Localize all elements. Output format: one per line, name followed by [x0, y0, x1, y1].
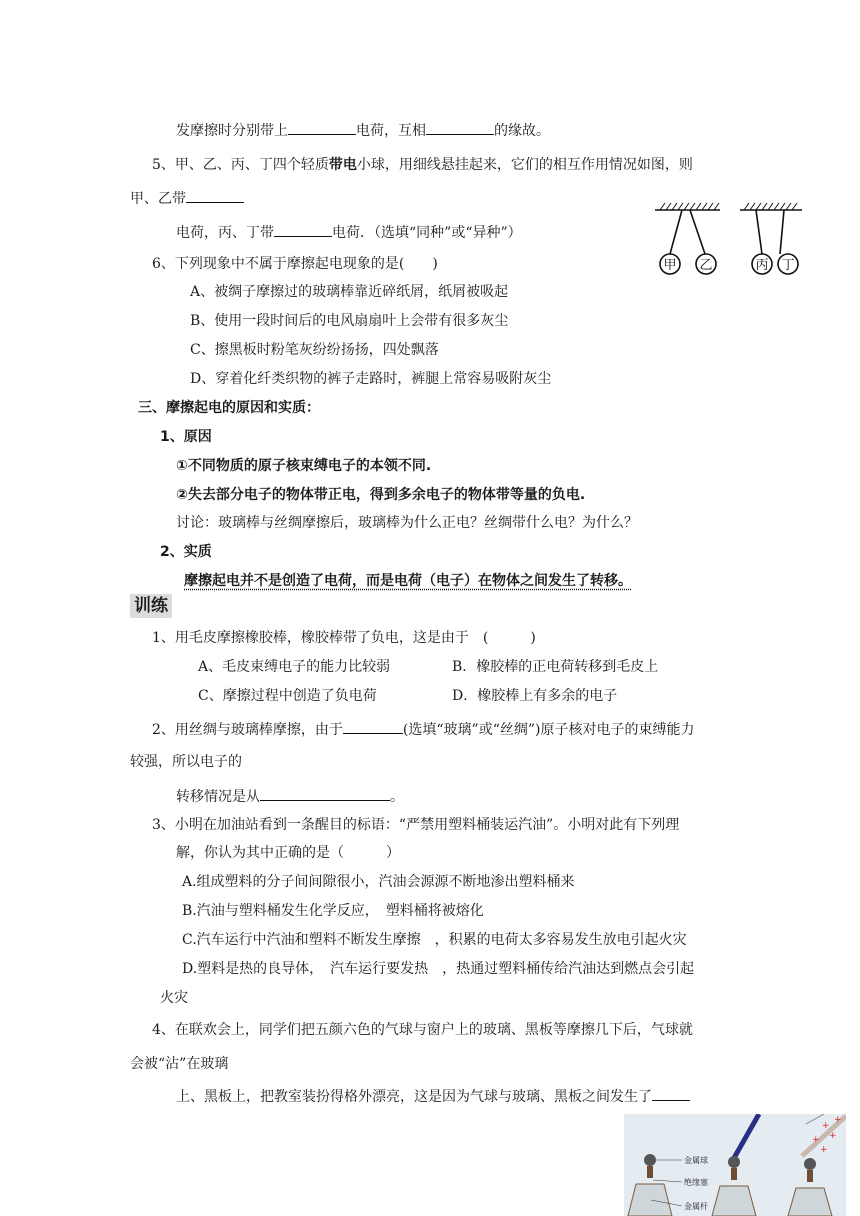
training-4-line3: 上、黑板上，把教室装扮得格外漂亮，这是因为气球与玻璃、黑板之间发生了: [176, 1086, 690, 1107]
ball-yi-label: 乙: [699, 258, 713, 273]
training-3-option-d-cont: 火灾: [160, 990, 188, 1006]
question-5-stem: 5、甲、乙、丙、丁四个轻质带电小球，用细线悬挂起来，它们的相互作用情况如图，则: [152, 157, 693, 173]
training-3-option-d: D.塑料是热的良导体， 汽车运行要发热 ，热通过塑料桶传给汽油达到燃点会引起: [182, 961, 695, 977]
training-1-option-a: A、毛皮束缚电子的能力比较弱: [198, 659, 391, 675]
ball-ding-label: 丁: [781, 258, 795, 273]
question-5-line2: 甲、乙带: [130, 188, 244, 209]
answer-blank[interactable]: [343, 719, 403, 734]
answer-blank[interactable]: [288, 120, 356, 135]
training-4-line1: 4、在联欢会上，同学们把五颜六色的气球与窗户上的玻璃、黑板等摩擦几下后，气球就: [152, 1022, 693, 1038]
svg-text:+: +: [834, 1115, 842, 1125]
section-3-heading: 三、摩擦起电的原因和实质：: [138, 400, 320, 416]
cause-title: 1、原因: [160, 429, 212, 445]
ball-bing-label: 丙: [755, 258, 769, 273]
answer-blank[interactable]: [426, 120, 494, 135]
training-2-line2: 较强，所以电子的: [130, 754, 242, 770]
training-2-line1: 2、用丝绸与玻璃棒摩擦，由于 (选填“玻璃”或“丝绸”)原子核对电子的束缚能力: [152, 719, 694, 740]
label-metal-ball: 金属球: [684, 1156, 708, 1165]
electroscope-photo: [624, 1114, 846, 1216]
answer-blank[interactable]: [260, 786, 390, 801]
answer-blank[interactable]: [274, 222, 332, 237]
training-3-option-b: B.汽油与塑料桶发生化学反应， 塑料桶将被熔化: [182, 903, 484, 919]
training-badge: 训练: [130, 594, 172, 618]
training-2-line3: 转移情况是从 。: [176, 786, 404, 807]
question-6-option-d: D、穿着化纤类织物的裤子走路时，裤腿上常容易吸附灰尘: [190, 371, 552, 387]
training-3-option-a: A.组成塑料的分子间间隙很小，汽油会源源不断地渗出塑料桶来: [182, 874, 575, 890]
training-3-option-c: C.汽车运行中汽油和塑料不断发生摩擦 ，积累的电荷太多容易发生放电引起火灾: [182, 932, 687, 948]
ball-jia-label: 甲: [663, 258, 677, 273]
training-1-option-c: C、摩擦过程中创造了负电荷: [198, 688, 377, 704]
answer-blank[interactable]: [186, 188, 244, 203]
cause-1: ①不同物质的原子核束缚电子的本领不同.: [176, 458, 432, 474]
svg-text:+: +: [829, 1131, 837, 1141]
question-5-line3: 电荷，丙、丁带 电荷．（选填“同种”或“异种”）: [176, 222, 522, 243]
training-4-line2: 会被“沾”在玻璃: [130, 1056, 229, 1072]
question-6-option-b: B、使用一段时间后的电风扇扇叶上会带有很多灰尘: [190, 313, 509, 329]
label-insulating-stopper: 绝缘塞: [684, 1178, 708, 1187]
svg-text:+: +: [822, 1121, 830, 1131]
training-1-option-b: B．橡胶棒的正电荷转移到毛皮上: [452, 659, 659, 675]
svg-text:+: +: [812, 1135, 820, 1145]
discussion: 讨论：玻璃棒与丝绸摩擦后，玻璃棒为什么正电？丝绸带什么电？为什么？: [176, 515, 638, 531]
training-1-stem: 1、用毛皮摩擦橡胶棒，橡胶棒带了负电，这是由于 ( ): [152, 630, 536, 646]
label-metal-rod: 金属杆: [684, 1202, 708, 1211]
answer-blank[interactable]: [652, 1086, 690, 1101]
training-3-stem-1: 3、小明在加油站看到一条醒目的标语：“严禁用塑料桶装运汽油”。小明对此有下列理: [152, 817, 680, 833]
training-3-stem-2: 解，你认为其中正确的是（ ）: [176, 845, 400, 861]
fill-line-continuation: 发摩擦时分别带上 电荷，互相 的缘故。: [176, 120, 550, 141]
question-6-option-c: C、擦黑板时粉笔灰纷纷扬扬，四处飘落: [190, 342, 439, 358]
svg-text:+: +: [820, 1145, 828, 1155]
hanging-balls-figure: [650, 198, 810, 280]
cause-2: ②失去部分电子的物体带正电，得到多余电子的物体带等量的负电.: [176, 487, 586, 503]
essence-statement: 摩擦起电并不是创造了电荷，而是电荷（电子）在物体之间发生了转移。: [184, 573, 632, 589]
training-1-option-d: D．橡胶棒上有多余的电子: [452, 688, 618, 704]
essence-title: 2、实质: [160, 544, 212, 560]
question-6-option-a: A、被绸子摩擦过的玻璃棒靠近碎纸屑，纸屑被吸起: [190, 284, 509, 300]
question-6-stem: 6、下列现象中不属于摩擦起电现象的是( ): [152, 256, 438, 272]
